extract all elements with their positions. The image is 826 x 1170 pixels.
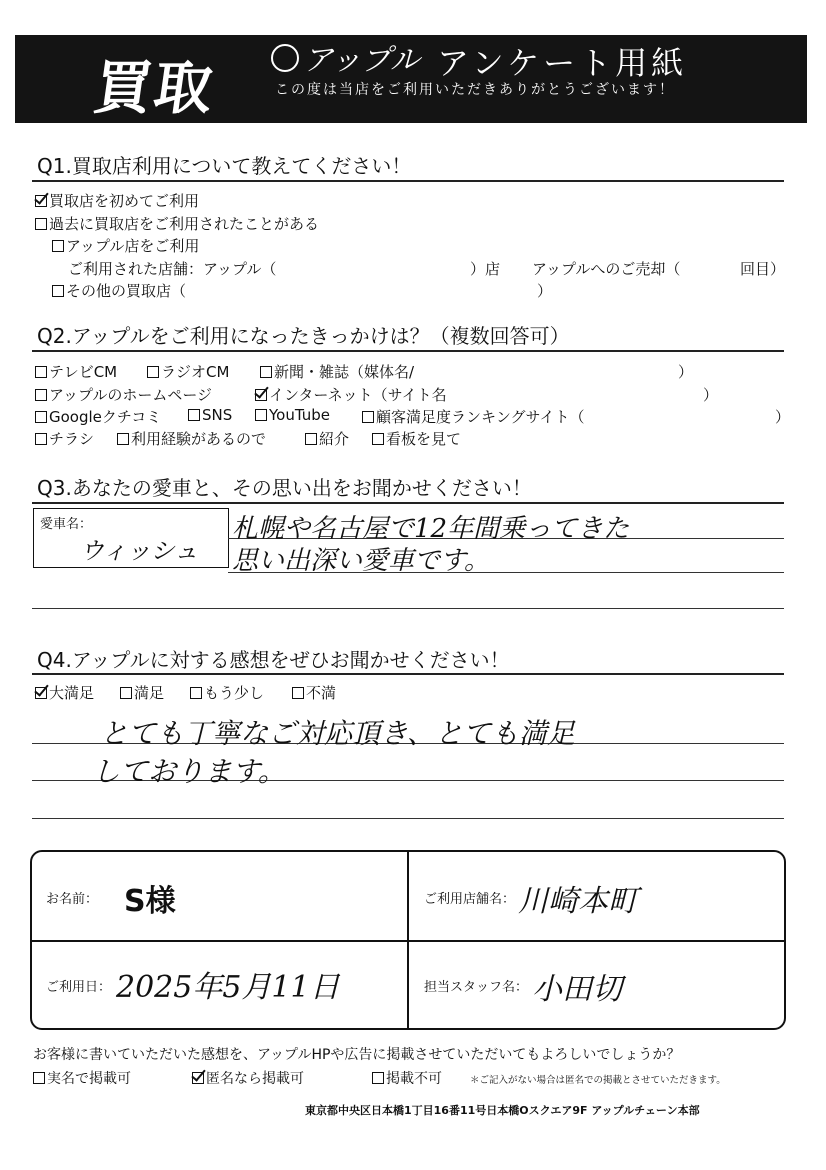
consent-no-publish-option[interactable] [372, 1068, 442, 1088]
divider [32, 350, 784, 352]
sold-count-label: アップルへのご売却（ [532, 260, 681, 278]
q2-newspaper-option[interactable] [260, 361, 414, 382]
consent-anonymous-option[interactable] [192, 1068, 304, 1088]
checkbox-icon[interactable] [35, 218, 47, 230]
checkbox-icon[interactable] [147, 366, 159, 378]
store-name-label: ご利用された店舗：アップル（ [68, 260, 277, 278]
car-name-value: ウィッシュ [80, 537, 199, 565]
q4-title: Q4.アップルに対する感想をぜひお聞かせください！ [37, 648, 510, 672]
car-name-box[interactable] [33, 508, 229, 568]
consent-question: お客様に書いていただいた感想を、アップルHPや広告に掲載させていただいてもよろしいでしょうか？ [33, 1047, 681, 1063]
staff-label: 担当スタッフ名： [424, 980, 529, 995]
name-label: お名前： [46, 892, 99, 907]
q1-first-time-option[interactable] [35, 190, 199, 211]
other-suffix: ） [537, 282, 553, 300]
q4-dissatisfied-option[interactable] [292, 682, 336, 703]
q2-title: Q2.アップルをご利用になったきっかけは？（複数回答可） [37, 324, 570, 348]
q1-apple-store-option[interactable] [52, 235, 199, 256]
option-label: 看板を見て [386, 430, 462, 448]
q1-other-store-option[interactable] [52, 280, 186, 301]
checkbox-icon[interactable] [188, 409, 200, 421]
q2-tv-option[interactable] [35, 361, 117, 382]
consent-real-name-option[interactable] [33, 1068, 131, 1088]
consent-note: ＊ご記入がない場合は匿名での掲載とさせていただきます。 [470, 1075, 726, 1086]
q2-google-option[interactable] [35, 406, 161, 427]
q1-used-before-option[interactable] [35, 213, 319, 234]
q4-very-satisfied-option[interactable] [35, 682, 94, 703]
option-label: 大満足 [49, 684, 95, 702]
close-paren: ） [703, 386, 719, 404]
header-banner [15, 35, 807, 123]
option-label: ラジオCM [161, 363, 230, 381]
apple-logo-icon [271, 44, 299, 72]
option-label: アップル店をご利用 [66, 237, 200, 255]
date-value[interactable]: 2025年5月11日 [116, 970, 340, 1005]
car-name-label: 愛車名： [40, 517, 93, 532]
checkbox-icon[interactable] [33, 1072, 45, 1084]
q2-internet-option[interactable] [255, 384, 447, 405]
checkbox-icon[interactable] [35, 433, 47, 445]
option-label: 不満 [306, 684, 337, 702]
brand-name: アップル [303, 43, 420, 78]
q4-satisfied-option[interactable] [120, 682, 164, 703]
checkbox-checked-icon[interactable] [35, 687, 47, 699]
q2-radio-option[interactable] [147, 361, 229, 382]
divider [32, 940, 784, 942]
divider [32, 673, 784, 675]
q2-homepage-option[interactable] [35, 384, 212, 405]
option-label: 紹介 [319, 430, 350, 448]
checkbox-checked-icon[interactable] [192, 1072, 204, 1084]
option-label: アップルのホームページ [49, 386, 213, 404]
checkbox-icon[interactable] [52, 240, 64, 252]
staff-value[interactable]: 小田切 [532, 972, 622, 1007]
close-paren: ） [678, 363, 694, 381]
checkbox-icon[interactable] [292, 687, 304, 699]
answer-line [32, 818, 784, 819]
option-label: 過去に買取店をご利用されたことがある [49, 215, 320, 233]
date-label: ご利用日： [46, 980, 112, 995]
checkbox-checked-icon[interactable] [255, 389, 267, 401]
checkbox-icon[interactable] [117, 433, 129, 445]
checkbox-icon[interactable] [35, 366, 47, 378]
store-suffix: ）店 [470, 260, 501, 278]
option-label: もう少し [204, 684, 265, 702]
checkbox-icon[interactable] [120, 687, 132, 699]
option-label: 掲載不可 [386, 1071, 442, 1087]
option-label: 買取店を初めてご利用 [49, 192, 200, 210]
sold-count-suffix: 回目） [740, 260, 786, 278]
q2-referral-option[interactable] [305, 428, 349, 449]
memory-line-2: 思い出深い愛車です。 [232, 546, 490, 576]
option-label: 匿名なら掲載可 [206, 1071, 304, 1087]
divider [32, 180, 784, 182]
store-value[interactable]: 川崎本町 [518, 884, 638, 919]
kaitori-logo: 買取 [89, 54, 220, 122]
checkbox-icon[interactable] [52, 285, 64, 297]
name-value[interactable]: S様 [124, 884, 176, 919]
checkbox-icon[interactable] [305, 433, 317, 445]
checkbox-checked-icon[interactable] [35, 195, 47, 207]
option-label: インターネット（サイト名 [269, 386, 447, 404]
option-label: 顧客満足度ランキングサイト（ [376, 408, 585, 426]
checkbox-icon[interactable] [260, 366, 272, 378]
option-label: 利用経験があるので [131, 430, 267, 448]
checkbox-icon[interactable] [190, 687, 202, 699]
divider [32, 502, 784, 504]
comment-line-2: しております。 [92, 755, 286, 788]
checkbox-icon[interactable] [372, 433, 384, 445]
q2-experience-option[interactable] [117, 428, 266, 449]
option-label: SNS [202, 406, 233, 424]
checkbox-icon[interactable] [255, 409, 267, 421]
answer-line [32, 608, 784, 609]
form-title: アンケート用紙 [437, 44, 688, 82]
option-label: 満足 [134, 684, 165, 702]
q1-title: Q1.買取店利用について教えてください！ [37, 154, 412, 178]
checkbox-icon[interactable] [35, 389, 47, 401]
footer-address: 東京都中央区日本橋1丁目16番11号日本橋Oスクエア9F アップルチェーン本部 [305, 1104, 700, 1117]
memory-line-1: 札幌や名古屋で12年間乗ってきた [232, 514, 630, 544]
checkbox-icon[interactable] [362, 411, 374, 423]
customer-info-box [30, 850, 786, 1030]
option-label: Googleクチコミ [49, 408, 162, 426]
option-label: 新聞・雑誌（媒体名/ [274, 363, 415, 381]
q2-sns-option[interactable] [188, 406, 232, 424]
checkbox-icon[interactable] [372, 1072, 384, 1084]
option-label: テレビCM [49, 363, 118, 381]
q2-signboard-option[interactable] [372, 428, 461, 449]
q4-bit-more-option[interactable] [190, 682, 264, 703]
q2-youtube-option[interactable] [255, 406, 330, 424]
q2-flyer-option[interactable] [35, 428, 94, 449]
option-label: チラシ [49, 430, 95, 448]
comment-line-1: とても丁寧なご対応頂き、とても満足 [100, 717, 575, 750]
q3-title: Q3.あなたの愛車と、その思い出をお聞かせください！ [37, 476, 532, 500]
option-label: YouTube [269, 406, 330, 424]
store-label: ご利用店舗名： [424, 892, 516, 907]
close-paren: ） [775, 408, 791, 426]
form-subtitle: この度は当店をご利用いただきありがとうございます！ [275, 82, 675, 98]
option-label: 実名で掲載可 [47, 1071, 131, 1087]
option-label: その他の買取店（ [66, 282, 187, 300]
checkbox-icon[interactable] [35, 411, 47, 423]
q2-ranking-option[interactable] [362, 406, 585, 427]
